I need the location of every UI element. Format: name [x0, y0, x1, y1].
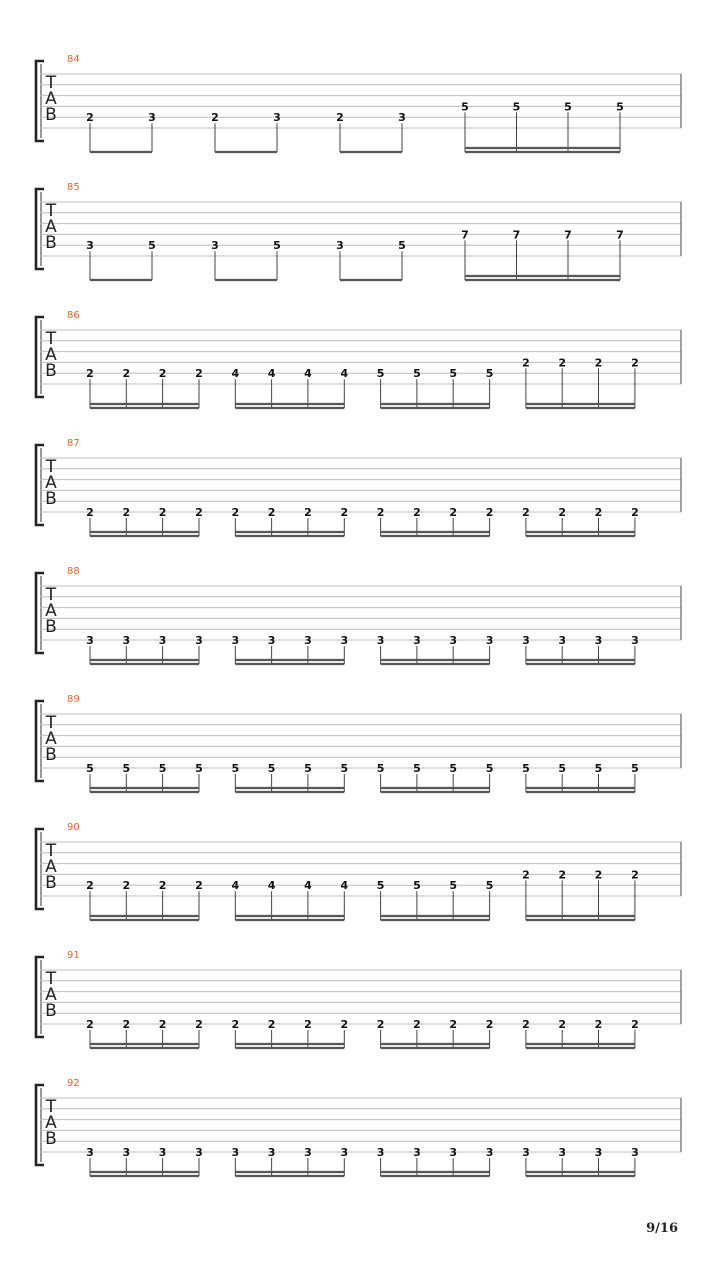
fret-number: 3	[267, 1146, 276, 1159]
fret-number: 3	[195, 1146, 203, 1159]
fret-number: 7	[564, 228, 572, 242]
fret-number: 5	[485, 367, 494, 381]
fret-number: 4	[231, 367, 240, 381]
system-bracket	[36, 445, 44, 525]
fret-number: 2	[376, 1018, 385, 1031]
bar-number: 88	[67, 566, 80, 577]
fret-number: 3	[158, 634, 167, 647]
fret-number: 5	[485, 762, 494, 775]
system-bracket	[36, 957, 44, 1037]
fret-number: 3	[195, 634, 203, 647]
fret-number: 2	[195, 506, 203, 519]
fret-number: 3	[449, 1146, 458, 1159]
tab-clef-letter: T	[45, 201, 57, 221]
fret-number: 5	[304, 762, 312, 775]
bar-number: 85	[67, 182, 80, 193]
fret-number: 2	[211, 111, 219, 125]
fret-number: 4	[267, 879, 276, 893]
fret-number: 2	[522, 356, 530, 370]
tab-clef-letter: T	[45, 457, 57, 477]
system-bracket	[36, 829, 44, 909]
system-bracket	[36, 189, 44, 269]
system-bracket	[36, 317, 44, 397]
bar-number: 91	[67, 950, 80, 961]
tab-clef-letter: B	[45, 617, 57, 637]
fret-number: 5	[398, 239, 406, 253]
tab-clef-letter: B	[45, 1129, 57, 1149]
fret-number: 2	[267, 506, 276, 519]
fret-number: 2	[449, 506, 458, 519]
fret-number: 3	[631, 1146, 639, 1159]
fret-number: 3	[594, 1146, 603, 1159]
fret-number: 2	[195, 879, 203, 893]
fret-number: 4	[340, 879, 349, 893]
fret-number: 3	[304, 1146, 312, 1159]
fret-number: 3	[376, 1146, 385, 1159]
fret-number: 2	[522, 506, 530, 519]
fret-number: 3	[485, 1146, 494, 1159]
bar-number: 84	[67, 54, 80, 65]
fret-number: 2	[376, 506, 385, 519]
fret-number: 2	[485, 1018, 494, 1031]
fret-number: 2	[413, 1018, 421, 1031]
fret-number: 2	[86, 111, 94, 125]
fret-number: 2	[122, 367, 131, 381]
fret-number: 2	[340, 1018, 349, 1031]
fret-number: 5	[594, 762, 603, 775]
page-number: 9/16	[646, 1221, 678, 1236]
fret-number: 5	[340, 762, 349, 775]
fret-number: 2	[336, 111, 344, 125]
tab-clef-letter: T	[45, 841, 57, 861]
fret-number: 3	[485, 634, 494, 647]
fret-number: 5	[376, 367, 385, 381]
fret-number: 3	[449, 634, 458, 647]
fret-number: 3	[86, 634, 94, 647]
fret-number: 2	[594, 868, 603, 882]
fret-number: 2	[122, 506, 131, 519]
fret-number: 5	[195, 762, 203, 775]
fret-number: 7	[512, 228, 521, 242]
fret-number: 4	[304, 879, 312, 893]
tab-clef-letter: B	[45, 233, 57, 253]
fret-number: 2	[122, 879, 131, 893]
fret-number: 2	[594, 506, 603, 519]
fret-number: 5	[449, 879, 458, 893]
tab-clef-letter: T	[45, 969, 57, 989]
fret-number: 5	[122, 762, 131, 775]
fret-number: 3	[558, 1146, 567, 1159]
fret-number: 3	[594, 634, 603, 647]
fret-number: 3	[148, 111, 156, 125]
fret-number: 3	[122, 1146, 131, 1159]
fret-number: 2	[158, 367, 167, 381]
fret-number: 3	[86, 1146, 94, 1159]
bar-number: 92	[67, 1078, 80, 1089]
tab-clef-letter: A	[45, 473, 57, 493]
system-bracket	[36, 573, 44, 653]
fret-number: 5	[376, 879, 385, 893]
fret-number: 7	[461, 228, 469, 242]
fret-number: 5	[86, 762, 94, 775]
fret-number: 5	[273, 239, 281, 253]
fret-number: 7	[616, 228, 624, 242]
fret-number: 2	[340, 506, 349, 519]
fret-number: 5	[413, 367, 421, 381]
fret-number: 3	[231, 1146, 240, 1159]
fret-number: 2	[158, 506, 167, 519]
fret-number: 5	[485, 879, 494, 893]
tab-clef-letter: B	[45, 489, 57, 509]
bar-number: 86	[67, 310, 80, 321]
tab-clef-letter: B	[45, 873, 57, 893]
fret-number: 5	[449, 367, 458, 381]
fret-number: 2	[304, 506, 312, 519]
fret-number: 3	[558, 634, 567, 647]
fret-number: 3	[413, 1146, 421, 1159]
fret-number: 2	[485, 506, 494, 519]
fret-number: 2	[631, 1018, 639, 1031]
fret-number: 5	[148, 239, 156, 253]
fret-number: 3	[340, 1146, 349, 1159]
tab-clef-letter: A	[45, 345, 57, 365]
fret-number: 2	[158, 1018, 167, 1031]
fret-number: 5	[564, 100, 572, 114]
fret-number: 2	[522, 1018, 530, 1031]
bar-number: 89	[67, 694, 80, 705]
tab-clef-letter: T	[45, 713, 57, 733]
fret-number: 2	[558, 356, 567, 370]
tab-clef-letter: A	[45, 1113, 57, 1133]
bar-number: 90	[67, 822, 80, 833]
fret-number: 3	[86, 239, 94, 253]
fret-number: 5	[616, 100, 624, 114]
fret-number: 3	[273, 111, 281, 125]
fret-number: 4	[304, 367, 312, 381]
fret-number: 5	[512, 100, 521, 114]
tab-clef-letter: A	[45, 601, 57, 621]
fret-number: 3	[376, 634, 385, 647]
tab-clef-letter: T	[45, 329, 57, 349]
tab-clef-letter: A	[45, 729, 57, 749]
tab-clef-letter: A	[45, 857, 57, 877]
fret-number: 2	[122, 1018, 131, 1031]
tab-clef-letter: A	[45, 217, 57, 237]
fret-number: 2	[558, 506, 567, 519]
fret-number: 2	[631, 506, 639, 519]
fret-number: 5	[158, 762, 167, 775]
fret-number: 4	[231, 879, 240, 893]
fret-number: 3	[122, 634, 131, 647]
fret-number: 5	[413, 762, 421, 775]
tab-clef-letter: B	[45, 1001, 57, 1021]
fret-number: 2	[631, 356, 639, 370]
tab-clef-letter: T	[45, 73, 57, 93]
fret-number: 2	[413, 506, 421, 519]
tab-clef-letter: T	[45, 585, 57, 605]
fret-number: 3	[522, 1146, 530, 1159]
fret-number: 2	[594, 1018, 603, 1031]
fret-number: 2	[158, 879, 167, 893]
tab-clef-letter: B	[45, 361, 57, 381]
fret-number: 2	[449, 1018, 458, 1031]
tab-clef-letter: T	[45, 1097, 57, 1117]
fret-number: 3	[398, 111, 406, 125]
fret-number: 5	[231, 762, 240, 775]
fret-number: 3	[231, 634, 240, 647]
fret-number: 5	[413, 879, 421, 893]
fret-number: 5	[449, 762, 458, 775]
fret-number: 2	[86, 879, 94, 893]
fret-number: 2	[195, 1018, 203, 1031]
fret-number: 3	[267, 634, 276, 647]
tab-clef-letter: B	[45, 105, 57, 125]
fret-number: 2	[522, 868, 530, 882]
fret-number: 3	[340, 634, 349, 647]
bar-number: 87	[67, 438, 80, 449]
fret-number: 4	[267, 367, 276, 381]
system-bracket	[36, 701, 44, 781]
fret-number: 2	[86, 1018, 94, 1031]
fret-number: 2	[594, 356, 603, 370]
fret-number: 2	[231, 1018, 240, 1031]
tab-clef-letter: A	[45, 985, 57, 1005]
fret-number: 3	[304, 634, 312, 647]
fret-number: 2	[558, 868, 567, 882]
fret-number: 5	[461, 100, 469, 114]
fret-number: 2	[195, 367, 203, 381]
fret-number: 3	[158, 1146, 167, 1159]
tab-clef-letter: B	[45, 745, 57, 765]
fret-number: 4	[340, 367, 349, 381]
fret-number: 5	[631, 762, 639, 775]
fret-number: 3	[631, 634, 639, 647]
fret-number: 3	[522, 634, 530, 647]
fret-number: 2	[231, 506, 240, 519]
fret-number: 2	[267, 1018, 276, 1031]
fret-number: 2	[631, 868, 639, 882]
system-bracket	[36, 1085, 44, 1165]
fret-number: 3	[413, 634, 421, 647]
fret-number: 5	[376, 762, 385, 775]
fret-number: 2	[304, 1018, 312, 1031]
fret-number: 3	[211, 239, 219, 253]
fret-number: 3	[336, 239, 344, 253]
system-bracket	[36, 61, 44, 141]
fret-number: 5	[558, 762, 567, 775]
fret-number: 5	[267, 762, 276, 775]
fret-number: 2	[86, 506, 94, 519]
fret-number: 2	[86, 367, 94, 381]
fret-number: 2	[558, 1018, 567, 1031]
tab-clef-letter: A	[45, 89, 57, 109]
fret-number: 5	[522, 762, 530, 775]
